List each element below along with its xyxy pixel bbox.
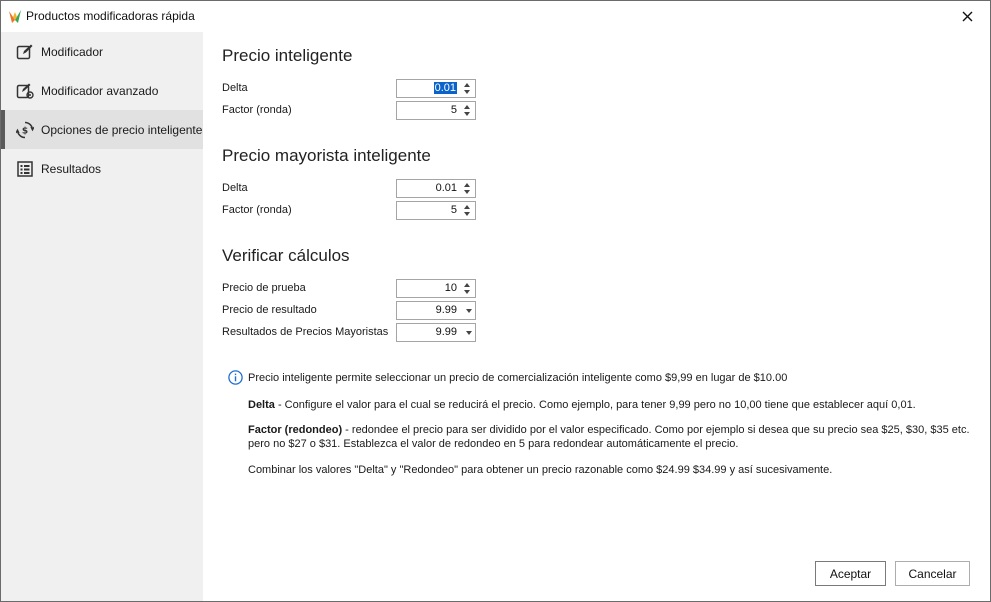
- sidebar: [1, 32, 203, 601]
- factor-spinner[interactable]: [396, 101, 476, 120]
- wholesale-delta-spinner[interactable]: [396, 179, 476, 198]
- info-icon: [228, 370, 243, 385]
- chevron-down-icon[interactable]: [466, 309, 472, 313]
- factor-desc-line2: pero no $27 o $31. Establezca el valor de redondeo en 5 para redondear automáticamente el precio.: [248, 438, 739, 450]
- ok-button[interactable]: [815, 561, 886, 586]
- delta-term: Delta: [248, 399, 275, 411]
- chevron-down-icon[interactable]: [464, 112, 470, 116]
- sidebar-item-resultados[interactable]: [1, 149, 203, 188]
- chevron-down-icon[interactable]: [464, 90, 470, 94]
- chevron-up-icon[interactable]: [464, 105, 470, 109]
- wholesale-results-label: Resultados de Precios Mayoristas: [222, 326, 389, 338]
- cancel-button[interactable]: [895, 561, 970, 586]
- delta-description: [248, 398, 916, 412]
- smart-price-icon: [16, 121, 34, 139]
- advanced-edit-icon: [16, 82, 34, 100]
- factor-value[interactable]: 5: [450, 104, 457, 116]
- delta-spinner[interactable]: [396, 79, 476, 98]
- sidebar-item-label: Resultados: [41, 162, 102, 176]
- close-button[interactable]: [950, 2, 984, 30]
- chevron-down-icon[interactable]: [466, 331, 472, 335]
- delta-value[interactable]: 0.01: [434, 82, 456, 94]
- factor-label: Factor (ronda): [222, 104, 292, 116]
- edit-icon: [16, 43, 34, 61]
- results-icon: [16, 160, 34, 178]
- chevron-up-icon[interactable]: [464, 205, 470, 209]
- chevron-up-icon[interactable]: [464, 283, 470, 287]
- chevron-up-icon[interactable]: [464, 183, 470, 187]
- wholesale-delta-value[interactable]: 0.01: [435, 182, 457, 194]
- sidebar-item-label: Modificador: [41, 45, 104, 59]
- window-title: Productos modificadoras rápida: [26, 9, 195, 23]
- wholesale-factor-value[interactable]: 5: [450, 204, 457, 216]
- sidebar-item-label: Opciones de precio inteligente: [41, 123, 203, 137]
- wholesale-results-value: 9.99: [435, 326, 457, 338]
- wholesale-factor-label: Factor (ronda): [222, 204, 292, 216]
- factor-description: [248, 423, 970, 451]
- chevron-up-icon[interactable]: [464, 83, 470, 87]
- spinner-arrows[interactable]: [461, 80, 474, 97]
- sidebar-item-opciones-precio[interactable]: [1, 110, 203, 149]
- ok-button-label: Aceptar: [829, 566, 872, 581]
- section-title-smart-price: Precio inteligente: [222, 46, 353, 65]
- delta-desc: - Configure el valor para el cual se reducirá el precio. Como ejemplo, para tener 9,99 pero no 10,00 tiene que establecer aquí 0,01.: [274, 399, 916, 411]
- chevron-down-icon[interactable]: [464, 190, 470, 194]
- test-price-value[interactable]: 10: [444, 282, 457, 294]
- section-title-verify: Verificar cálculos: [222, 246, 350, 265]
- chevron-down-icon[interactable]: [464, 212, 470, 216]
- test-price-spinner[interactable]: [396, 279, 476, 298]
- result-price-dropdown[interactable]: [396, 301, 476, 320]
- svg-text:$: $: [21, 126, 29, 137]
- spinner-arrows[interactable]: [461, 280, 474, 297]
- sidebar-item-modificador-avanzado[interactable]: [1, 71, 203, 110]
- test-price-label: Precio de prueba: [222, 282, 306, 294]
- spinner-arrows[interactable]: [461, 102, 474, 119]
- cancel-button-label: Cancelar: [908, 566, 957, 581]
- chevron-down-icon[interactable]: [464, 290, 470, 294]
- result-price-value: 9.99: [435, 304, 457, 316]
- title-bar: [1, 1, 990, 31]
- factor-term: Factor (redondeo): [248, 424, 343, 436]
- info-intro: Precio inteligente permite seleccionar un precio de comercialización inteligente como $9,99 en lugar de $10.00: [248, 372, 788, 384]
- wholesale-factor-spinner[interactable]: [396, 201, 476, 220]
- result-price-label: Precio de resultado: [222, 304, 317, 316]
- combine-description: Combinar los valores "Delta" y "Redondeo" para obtener un precio razonable como $24.99 $34.99 y así sucesivamente.: [248, 464, 833, 476]
- delta-label: Delta: [222, 82, 248, 94]
- spinner-arrows[interactable]: [461, 180, 474, 197]
- app-logo-icon: [7, 8, 23, 24]
- factor-desc-line1: - redondee el precio para ser dividido por el valor especificado. Como por ejemplo si desea que su precio sea $25, $30, $35 etc.: [342, 424, 970, 436]
- wholesale-results-dropdown[interactable]: [396, 323, 476, 342]
- sidebar-item-modificador[interactable]: [1, 32, 203, 71]
- wholesale-delta-label: Delta: [222, 182, 248, 194]
- close-icon: [962, 11, 973, 22]
- spinner-arrows[interactable]: [461, 202, 474, 219]
- sidebar-item-label: Modificador avanzado: [41, 84, 159, 98]
- section-title-wholesale: Precio mayorista inteligente: [222, 146, 431, 165]
